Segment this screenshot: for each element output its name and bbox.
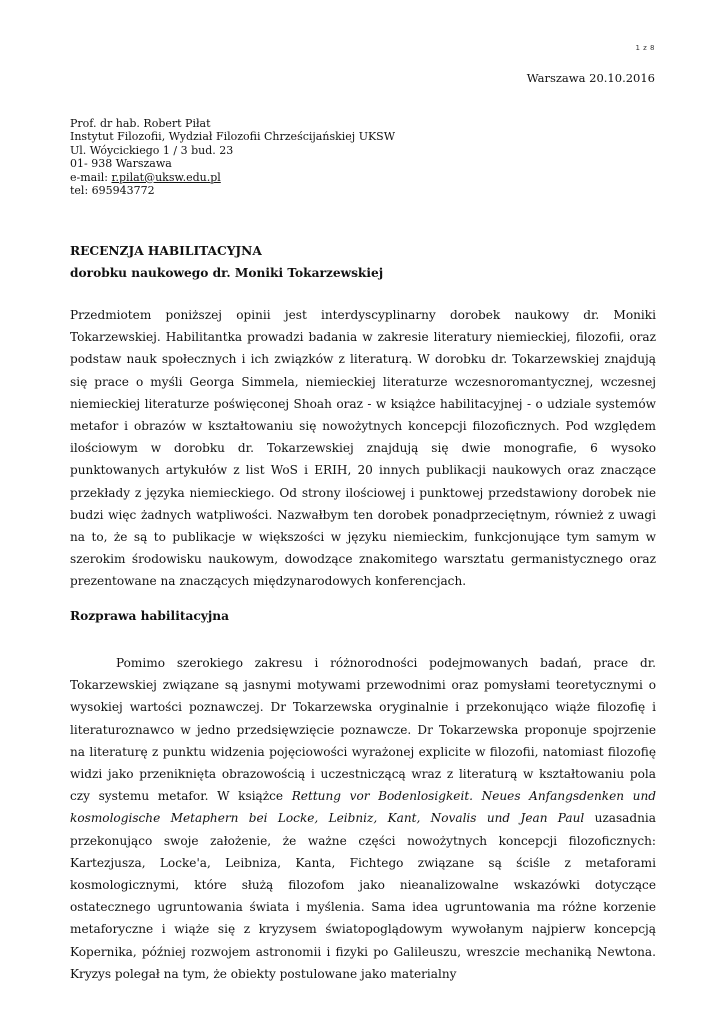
- title-line-1: RECENZJA HABILITACYJNA: [70, 244, 262, 258]
- section-heading: Rozprawa habilitacyjna: [70, 609, 230, 623]
- author-city: 01- 938 Warszawa: [70, 157, 172, 171]
- author-institution: Instytut Filozofii, Wydział Filozofii Chrześcijańskiej UKSW: [70, 130, 396, 144]
- title-line-2: dorobku naukowego dr. Moniki Tokarzewskiej: [70, 266, 384, 280]
- email-link[interactable]: r.pilat@uksw.edu.pl: [111, 170, 221, 184]
- page-number: 1 z 8: [635, 44, 655, 52]
- document-date: Warszawa 20.10.2016: [526, 71, 655, 85]
- author-name: Prof. dr hab. Robert Piłat: [70, 117, 211, 130]
- author-street: Ul. Wóycickiego 1 / 3 bud. 23: [70, 143, 234, 157]
- section-paragraph-part-2: uzasadnia przekonująco swoje założenie, że ważne części nowożytnych koncepcji filozoficznych: Kartezjusza, Locke'a, Leibniza, Kanta, Fichtego związane są ściśle z metaforami kosmologicznymi, które służą filozofom jako nieanalizowalne wskazówki dotyczące ostatecznego ugruntowania świata i myślenia. Sama idea ugruntowania ma różne korzenie metaforyczne i wiąże się z kryzysem światopoglądowym wywołanym najpierw koncepcją Kopernika, później rozwojem astronomii i fizyki po Galileuszu, wreszcie mechaniką Newtona. Kryzys polegał na tym, że obiekty postulowane jako materialny: [70, 811, 657, 981]
- author-address-block: [70, 117, 395, 197]
- review-title: [70, 240, 383, 284]
- email-label: e-mail:: [70, 170, 112, 184]
- author-phone: tel: 695943772: [70, 184, 155, 198]
- section-paragraph-part-1: Pomimo szerokiego zakresu i różnorodności podejmowanych badań, prace dr. Tokarzewskiej związane są jasnymi motywami przewodnimi oraz pomysłami teoretycznymi o wysokiej wartości poznawczej. Dr Tokarzewska oryginalnie i przekonująco wiąże filozofię i literaturoznawco w jedno przedsięwzięcie poznawcze. Dr Tokarzewska proponuje spojrzenie na literaturę z punktu widzenia pojęciowości wyrażonej explicite w filozofii, natomiast filozofię widzi jako przeniknięta obrazowością i uczestniczącą wraz z literaturą w kształtowaniu pola czy systemu metafor. W książce: [70, 656, 656, 804]
- section-paragraph: [70, 652, 656, 985]
- book-title: Rettung vor Bodenlosigkeit. Neues Anfangsdenken und kosmologische Metaphern bei Locke, Leibniz, Kant, Novalis und Jean Paul: [70, 789, 657, 826]
- intro-paragraph: Przedmiotem poniższej opinii jest interdyscyplinarny dorobek naukowy dr. Moniki Tokarzewskiej. Habilitantka prowadzi badania w zakresie literatury niemieckiej, filozofii, oraz podstaw nauk społecznych i ich związków z literaturą. W dorobku dr. Tokarzewskiej znajdują się prace o myśli Georga Simmela, niemieckiej literaturze wczesnoromantycznej, wczesnej niemieckiej literaturze poświęconej Shoah oraz - w książce habilitacyjnej - o udziale systemów metafor i obrazów w kształtowaniu się nowożytnych koncepcji filozoficznych. Pod względem ilościowym w dorobku dr. Tokarzewskiej znajdują się dwie monografie, 6 wysoko punktowanych artykułów z list WoS i ERIH, 20 innych publikacji naukowych oraz znaczące przekłady z języka niemieckiego. Od strony ilościowej i punktowej przedstawiony dorobek nie budzi więc żadnych watpliwości. Nazwałbym ten dorobek ponadprzeciętnym, również z uwagi na to, że są to publikacje w większości w języku niemieckim, funkcjonujące tym samym w szerokim środowisku naukowym, dowodzące znakomitego warsztatu germanistycznego oraz prezentowane na znaczących międzynarodowych konferencjach.: [70, 308, 656, 589]
- author-email-line: [70, 171, 395, 184]
